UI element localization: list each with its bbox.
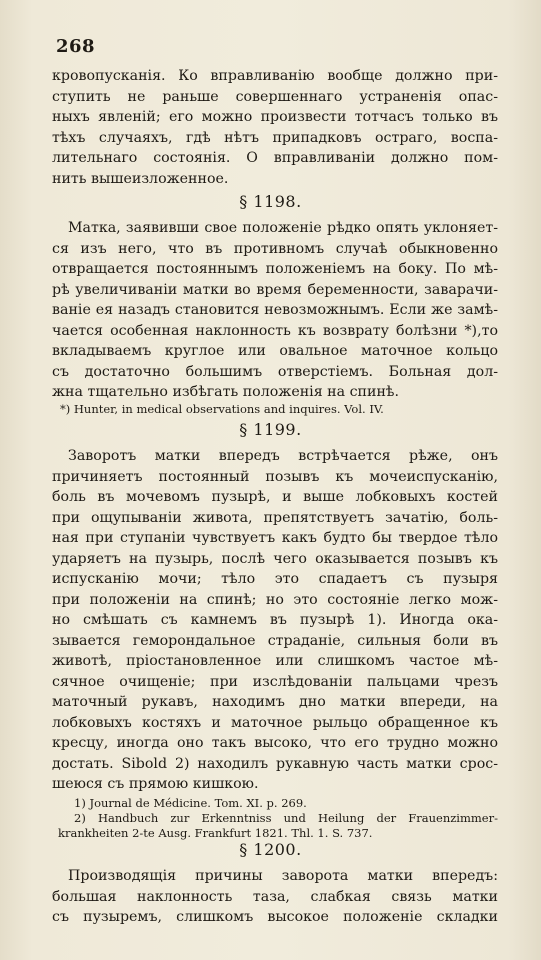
text-line: отвращается постояннымъ положеніемъ на боку. По мѣ-: [52, 261, 498, 277]
text-line: ныхъ явленій; его можно произвести тотчасъ только въ: [52, 109, 498, 125]
text-line: вкладываемъ круглое или овальное маточное кольцо: [52, 343, 498, 359]
text-line: при ощупываніи живота, препятствуетъ зачатію, боль-: [52, 509, 498, 526]
text-line: большая наклонность таза, слабкая связь матки: [52, 888, 498, 905]
text-line: ударяетъ на пузырь, послѣ чего оказывается позывъ къ: [52, 550, 498, 567]
text-line: ступить не раньше совершеннаго устраненія опас-: [52, 88, 498, 105]
paragraph-block-2: [52, 218, 498, 403]
paragraph-block-4: [52, 866, 498, 928]
text-line: съ достаточно большимъ отверстіемъ. Больная дол-: [52, 363, 498, 380]
page-number: 268: [56, 36, 96, 57]
text-line: лобковыхъ костяхъ и маточное рыльцо обращенное къ: [52, 714, 498, 731]
text-line: ная при ступаніи чувствуетъ какъ будто бы твердое тѣло: [52, 530, 498, 546]
text-line: животѣ, пріостановленное или слишкомъ частое мѣ-: [52, 653, 498, 669]
text-line: зывается геморондальное страданіе, сильныя боли въ: [52, 632, 498, 649]
footnotes-1199: [58, 796, 498, 841]
footnote-line: *) Hunter, in medical observations and inquires. Vol. IV.: [60, 402, 384, 416]
text-line: при положеніи на спинѣ; но это состояніе легко мож-: [52, 591, 498, 608]
footnote-line: krankheiten 2-te Ausg. Frankfurt 1821. Thl. 1. S. 737.: [58, 826, 373, 840]
text-line: Производящія причины заворота матки впередъ:: [68, 868, 498, 884]
text-line: сячное очищеніе; при изслѣдованіи пальцами чрезъ: [52, 673, 498, 690]
text-line: причиняетъ постоянный позывъ къ мочеиспусканію,: [52, 468, 498, 485]
text-line: рѣ увеличиваніи матки во время беременности, заварачи-: [52, 281, 498, 298]
text-line: чается особенная наклонность къ возврату болѣзни *),то: [52, 322, 498, 339]
text-line: ваніе ея назадъ становится невозможнымъ. Если же замѣ-: [52, 302, 498, 318]
text-line: тѣхъ случаяхъ, гдѣ нѣтъ припадковъ остраго, воспа-: [52, 129, 498, 146]
text-line: съ пузыремъ, слишкомъ высокое положеніе складки: [52, 909, 498, 925]
text-line: Матка, заявивши свое положеніе рѣдко опять уклоняет-: [68, 220, 498, 236]
section-heading-1199: § 1199.: [239, 420, 302, 439]
text-line: но смѣшать съ камнемъ въ пузырѣ 1). Иногда ока-: [52, 612, 498, 628]
text-line: шеюся съ прямою кишкою.: [52, 776, 259, 792]
section-heading-1198: § 1198.: [239, 192, 302, 211]
text-line: испусканію мочи; тѣло это спадаетъ съ пузыря: [52, 571, 498, 587]
text-line: жна тщательно избѣгать положенія на спинѣ.: [52, 384, 399, 400]
section-heading-1200: § 1200.: [239, 840, 302, 859]
text-line: боль въ мочевомъ пузырѣ, и выше лобковыхъ костей: [52, 489, 498, 505]
text-line: ся изъ него, что въ противномъ случаѣ обыкновенно: [52, 240, 498, 257]
footnote-line: 2) Handbuch zur Erkenntniss und Heilung der Frauenzimmer-: [74, 811, 498, 825]
paragraph-block-3: [52, 446, 498, 795]
paragraph-block-1: [52, 66, 498, 189]
footnote-star: [60, 402, 500, 417]
text-line: Заворотъ матки впередъ встрѣчается рѣже, онъ: [68, 448, 498, 464]
text-line: кровопусканія. Ко вправливанію вообще должно при-: [52, 68, 498, 84]
footnote-line: 1) Journal de Médicine. Tom. XI. p. 269.: [74, 796, 307, 810]
text-line: лительнаго состоянія. О вправливаніи должно пом-: [52, 150, 498, 166]
text-line: достать. Sibold 2) находилъ рукавную часть матки срос-: [52, 755, 498, 772]
text-line: кресцу, иногда оно такъ высоко, что его трудно можно: [52, 735, 498, 751]
text-line: нить вышеизложенное.: [52, 170, 229, 187]
text-line: маточный рукавъ, находимъ дно матки впереди, на: [52, 694, 498, 710]
